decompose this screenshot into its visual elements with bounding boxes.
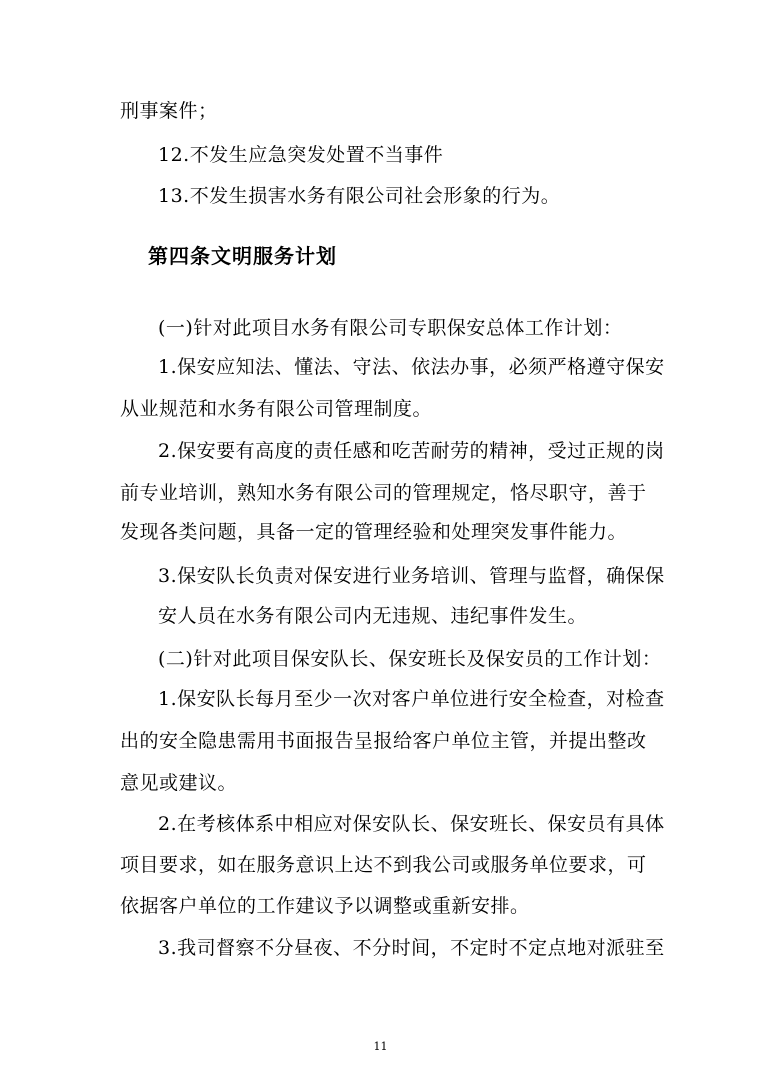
text-line: 项目要求，如在服务意识上达不到我公司或服务单位要求，可 (120, 854, 647, 876)
text-line: 3.我司督察不分昼夜、不分时间，不定时不定点地对派驻至 (158, 937, 665, 959)
text-line: 2.在考核体系中相应对保安队长、保安班长、保安员有具体 (158, 813, 665, 835)
text-line: (二)针对此项目保安队长、保安班长及保安员的工作计划： (158, 648, 662, 670)
text-line: 前专业培训，熟知水务有限公司的管理规定，恪尽职守，善于 (120, 482, 647, 504)
page-number: 11 (373, 1040, 388, 1053)
text-line: 刑事案件； (120, 100, 218, 122)
text-line: 12.不发生应急突发处置不当事件 (158, 144, 444, 166)
text-line: 1.保安应知法、懂法、守法、依法办事，必须严格遵守保安 (158, 356, 665, 378)
text-line: 依据客户单位的工作建议予以调整或重新安排。 (120, 895, 530, 917)
text-line: 意见或建议。 (120, 772, 238, 794)
text-line: 1.保安队长每月至少一次对客户单位进行安全检查，对检查 (158, 688, 665, 710)
section-heading: 第四条文明服务计划 (148, 244, 337, 268)
text-line: 13.不发生损害水务有限公司社会形象的行为。 (158, 185, 561, 207)
text-line: 发现各类问题，具备一定的管理经验和处理突发事件能力。 (120, 521, 628, 543)
text-line: 从业规范和水务有限公司管理制度。 (120, 398, 433, 420)
text-line: (一)针对此项目水务有限公司专职保安总体工作计划： (158, 317, 623, 339)
text-line: 出的安全隐患需用书面报告呈报给客户单位主管，并提出整改 (120, 730, 647, 752)
text-line: 3.保安队长负责对保安进行业务培训、管理与监督，确保保 (158, 565, 665, 587)
text-line: 2.保安要有高度的责任感和吃苦耐劳的精神，受过正规的岗 (158, 440, 665, 462)
text-line: 安人员在水务有限公司内无违规、违纪事件发生。 (158, 605, 588, 627)
